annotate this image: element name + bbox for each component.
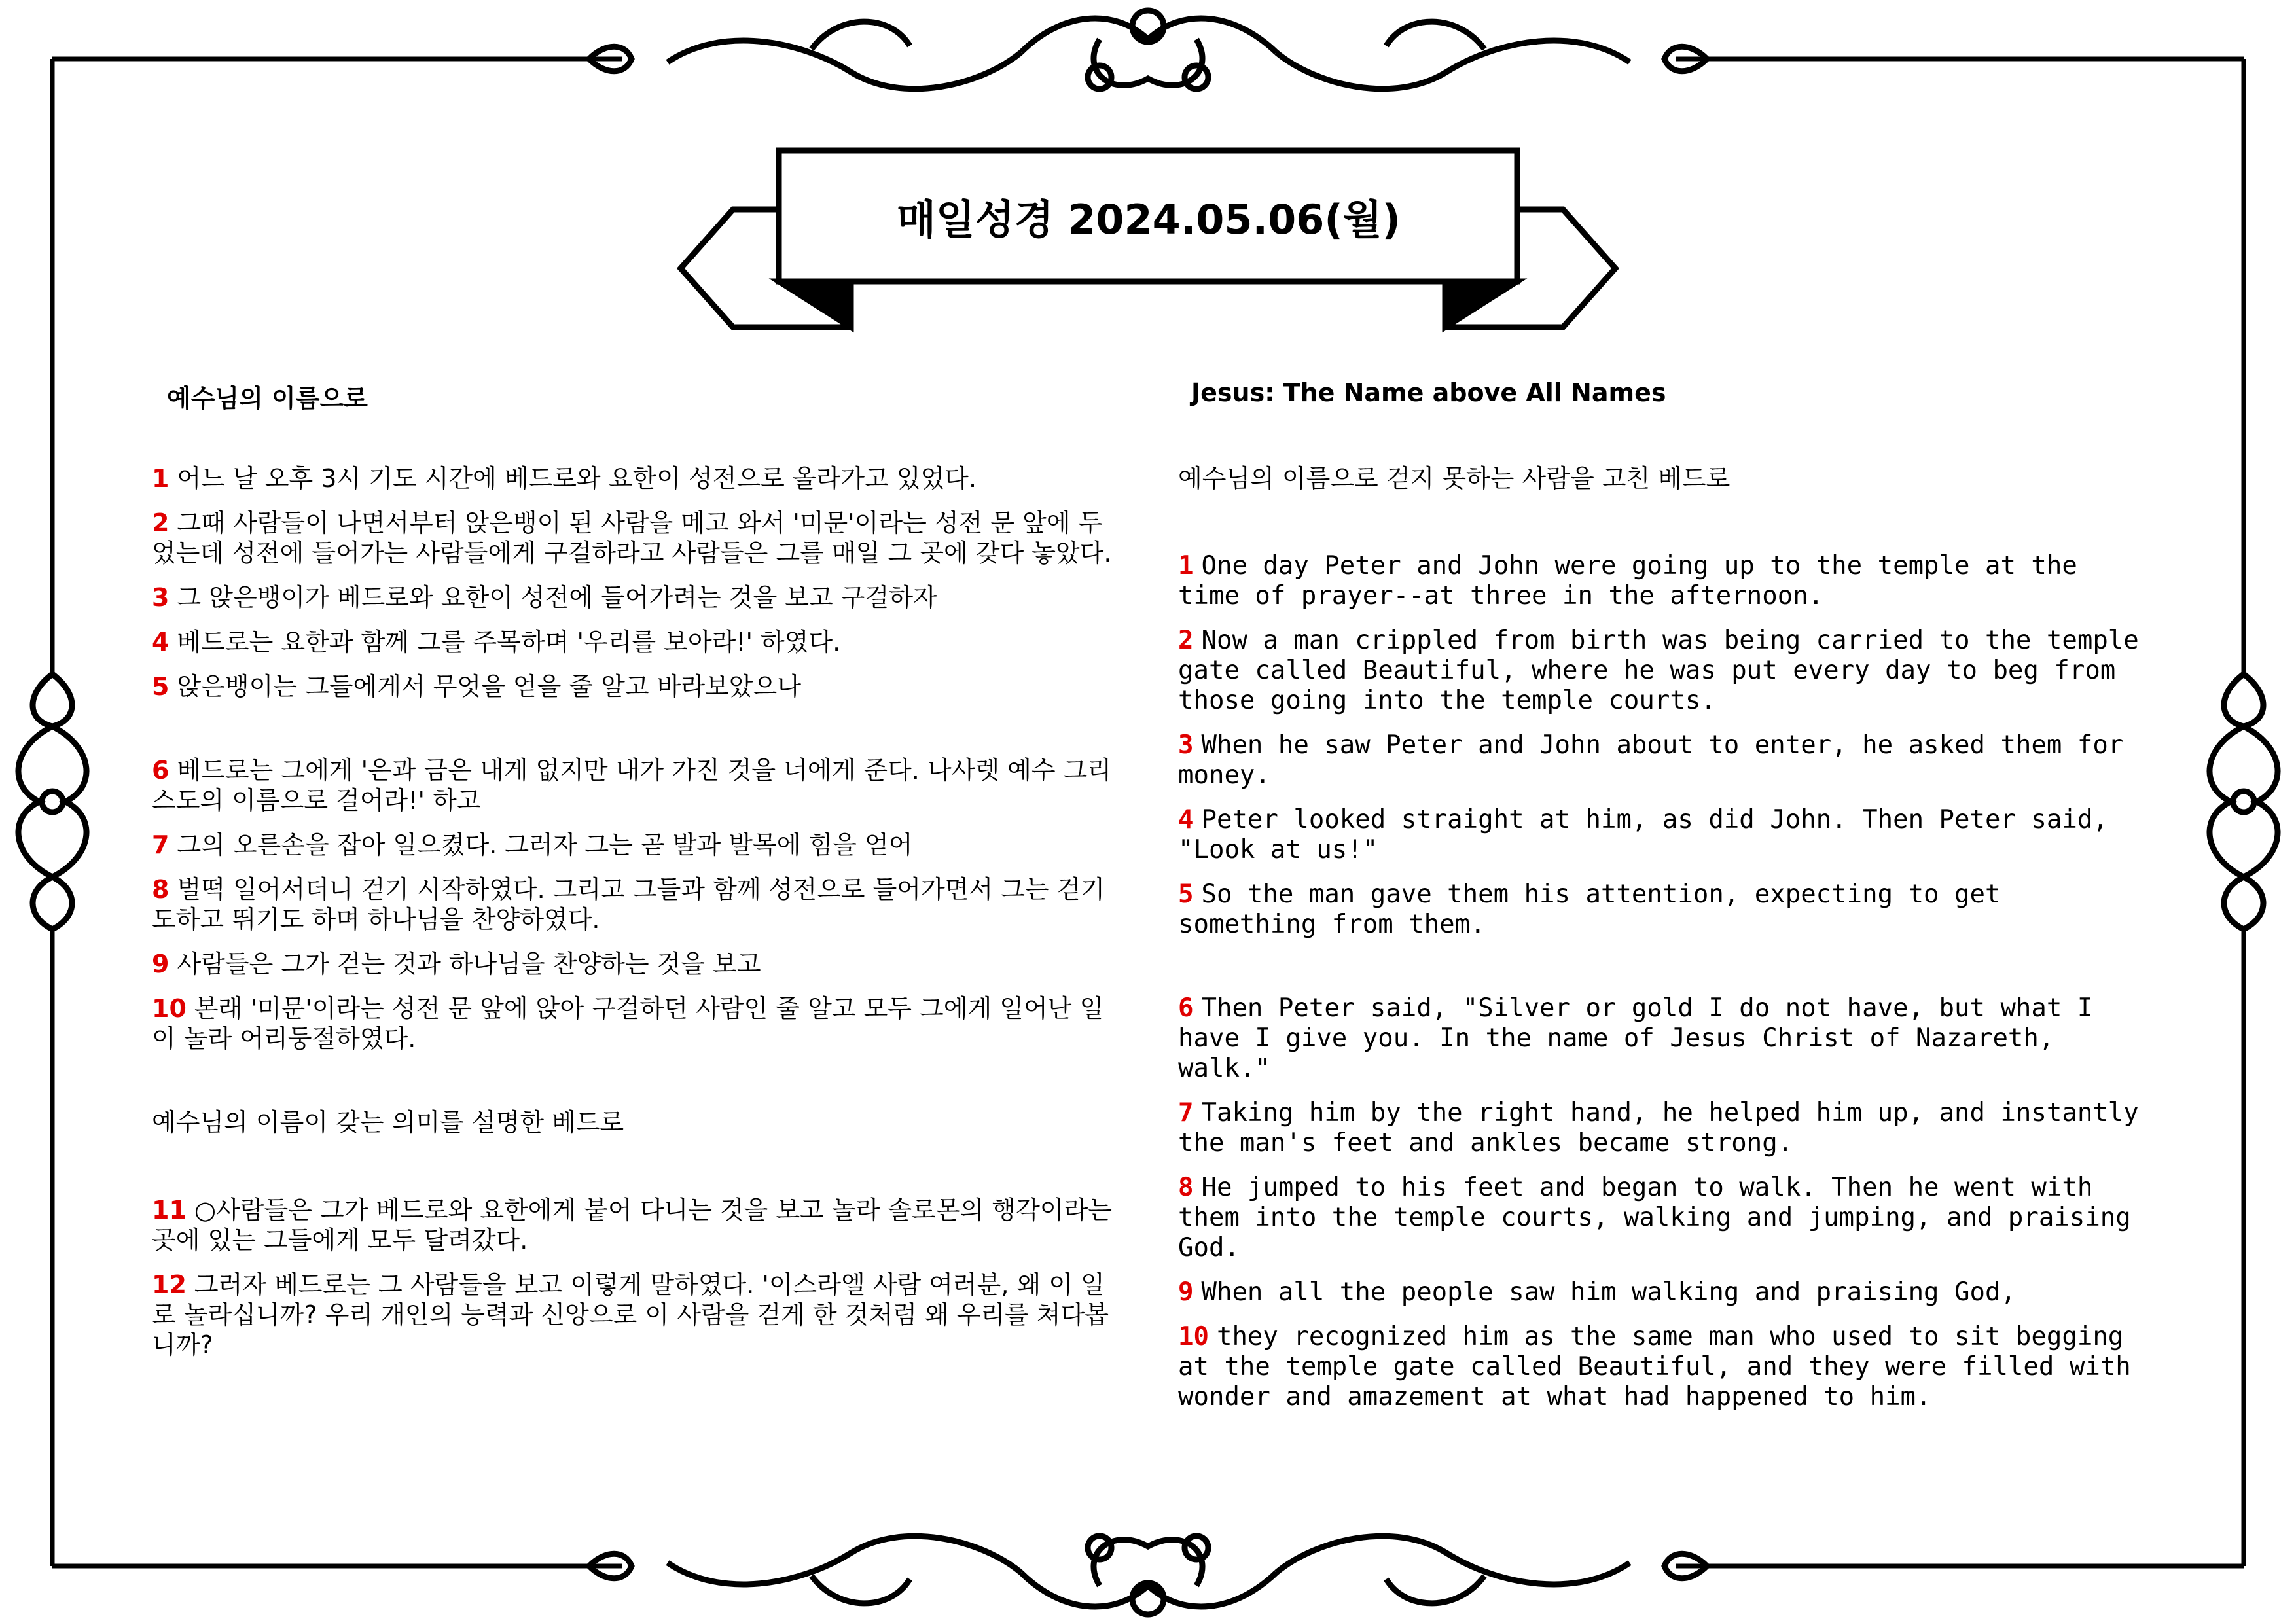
verse-number: 6 bbox=[152, 756, 170, 785]
verse bbox=[152, 671, 1114, 702]
bottom-flourish bbox=[589, 1536, 1707, 1614]
page-title: 매일성경 2024.05.06(월) bbox=[897, 195, 1401, 243]
english-column bbox=[1178, 463, 2147, 1427]
verse-text: Now a man crippled from birth was being carried to the temple gate called Beautiful, where he was put every day to beg from those going into the temple courts. bbox=[1178, 626, 2139, 715]
verse-text: When all the people saw him walking and praising God, bbox=[1201, 1277, 2016, 1307]
verse bbox=[152, 874, 1114, 935]
verse-text: Then Peter said, "Silver or gold I do not have, but what I have I give you. In the name of Jesus Christ of Nazareth, walk." bbox=[1178, 993, 2093, 1083]
section-subheading: 예수님의 이름으로 걷지 못하는 사람을 고친 베드로 bbox=[1178, 464, 1731, 493]
verse-number: 5 bbox=[152, 672, 170, 701]
verse-number: 10 bbox=[152, 994, 187, 1023]
english-heading: Jesus: The Name above All Names bbox=[1191, 378, 1666, 407]
verse-text: 그때 사람들이 나면서부터 앉은뱅이 된 사람을 메고 와서 '미문'이라는 성전 문 앞에 두었는데 성전에 들어가는 사람들에게 구걸하라고 사람들은 그를 매일 그 곳에 갖다 놓았다. bbox=[152, 508, 1112, 567]
verse-number: 4 bbox=[152, 628, 170, 656]
verse-text: ○사람들은 그가 베드로와 요한에게 붙어 다니는 것을 보고 놀라 솔로몬의 행각이라는 곳에 있는 그들에게 모두 달려갔다. bbox=[152, 1196, 1112, 1255]
verse-number: 6 bbox=[1178, 993, 1194, 1023]
verse bbox=[1178, 880, 2147, 940]
verse bbox=[1178, 1322, 2147, 1412]
verse-text: 그의 오른손을 잡아 일으켰다. 그러자 그는 곧 발과 발목에 힘을 얻어 bbox=[177, 830, 913, 859]
verse-number: 4 bbox=[1178, 805, 1194, 834]
verse-number: 3 bbox=[152, 583, 170, 612]
verse-text: 본래 '미문'이라는 성전 문 앞에 앉아 구걸하던 사람인 줄 알고 모두 그에게 일어난 일이 놀라 어리둥절하였다. bbox=[152, 994, 1104, 1053]
verse bbox=[1178, 730, 2147, 791]
verse-number: 8 bbox=[1178, 1173, 1194, 1202]
verse-text: So the man gave them his attention, expecting to get something from them. bbox=[1178, 880, 2001, 939]
korean-heading: 예수님의 이름으로 bbox=[167, 384, 368, 413]
verse bbox=[152, 993, 1114, 1054]
verse-text: 앉은뱅이는 그들에게서 무엇을 얻을 줄 알고 바라보았으나 bbox=[177, 672, 801, 701]
verse-text: Peter looked straight at him, as did John. Then Peter said, "Look at us!" bbox=[1178, 805, 2108, 865]
section-subheading: 예수님의 이름이 갖는 의미를 설명한 베드로 bbox=[152, 1108, 624, 1137]
verse bbox=[1178, 626, 2147, 716]
verse-text: When he saw Peter and John about to enter, he asked them for money. bbox=[1178, 730, 2124, 790]
verse bbox=[1178, 1098, 2147, 1158]
verse bbox=[152, 830, 1114, 860]
verse bbox=[152, 627, 1114, 657]
verse-text: 그 앉은뱅이가 베드로와 요한이 성전에 들어가려는 것을 보고 구걸하자 bbox=[177, 583, 937, 612]
verse bbox=[152, 1195, 1114, 1255]
korean-column bbox=[152, 463, 1114, 1374]
verse bbox=[152, 1270, 1114, 1360]
verse bbox=[152, 949, 1114, 979]
verse-number: 12 bbox=[152, 1270, 187, 1299]
verse-number: 8 bbox=[152, 875, 170, 904]
verse-text: Taking him by the right hand, he helped him up, and instantly the man's feet and ankles became strong. bbox=[1178, 1098, 2139, 1158]
verse-text: they recognized him as the same man who used to sit begging at the temple gate called Beautiful, and they were filled with wonder and amazement at what had happened to him. bbox=[1178, 1322, 2131, 1412]
verse-text: He jumped to his feet and began to walk. Then he went with them into the temple courts, walking and jumping, and praising God. bbox=[1178, 1173, 2131, 1262]
verse-number: 7 bbox=[152, 830, 170, 859]
verse-text: 그러자 베드로는 그 사람들을 보고 이렇게 말하였다. '이스라엘 사람 여러분, 왜 이 일로 놀라십니까? 우리 개인의 능력과 신앙으로 이 사람을 걷게 한 것처럼 왜 우리를 쳐다봅니까? bbox=[152, 1270, 1109, 1359]
verse-number: 9 bbox=[1178, 1277, 1194, 1307]
right-flourish bbox=[2210, 674, 2278, 929]
verse-text: 벌떡 일어서더니 걷기 시작하였다. 그리고 그들과 함께 성전으로 들어가면서 그는 걷기 도하고 뛰기도 하며 하나님을 찬양하였다. bbox=[152, 875, 1105, 934]
verse-number: 7 bbox=[1178, 1098, 1194, 1128]
verse bbox=[152, 463, 1114, 493]
verse-text: 어느 날 오후 3시 기도 시간에 베드로와 요한이 성전으로 올라가고 있었다. bbox=[177, 464, 977, 493]
verse bbox=[1178, 805, 2147, 865]
verse-text: 베드로는 그에게 '은과 금은 내게 없지만 내가 가진 것을 너에게 준다. 나사렛 예수 그리스도의 이름으로 걸어라!' 하고 bbox=[152, 756, 1112, 815]
verse-text: 사람들은 그가 걷는 것과 하나님을 찬양하는 것을 보고 bbox=[177, 950, 761, 978]
verse-number: 1 bbox=[152, 464, 170, 493]
verse-number: 3 bbox=[1178, 730, 1194, 760]
verse bbox=[152, 582, 1114, 613]
verse-number: 11 bbox=[152, 1196, 187, 1224]
verse bbox=[1178, 1173, 2147, 1263]
top-flourish bbox=[589, 10, 1707, 89]
verse-number: 2 bbox=[1178, 626, 1194, 655]
verse bbox=[1178, 1277, 2147, 1308]
left-flourish bbox=[18, 674, 86, 929]
verse-number: 9 bbox=[152, 950, 170, 978]
verse-text: 베드로는 요한과 함께 그를 주목하며 '우리를 보아라!' 하였다. bbox=[177, 628, 841, 656]
verse-text: One day Peter and John were going up to the temple at the time of prayer--at three in the afternoon. bbox=[1178, 551, 2077, 611]
verse bbox=[152, 755, 1114, 815]
verse bbox=[1178, 551, 2147, 611]
verse bbox=[152, 508, 1114, 568]
verse-number: 1 bbox=[1178, 551, 1194, 580]
verse bbox=[1178, 993, 2147, 1084]
verse-number: 5 bbox=[1178, 880, 1194, 909]
verse-number: 2 bbox=[152, 508, 170, 537]
verse-number: 10 bbox=[1178, 1322, 1209, 1351]
